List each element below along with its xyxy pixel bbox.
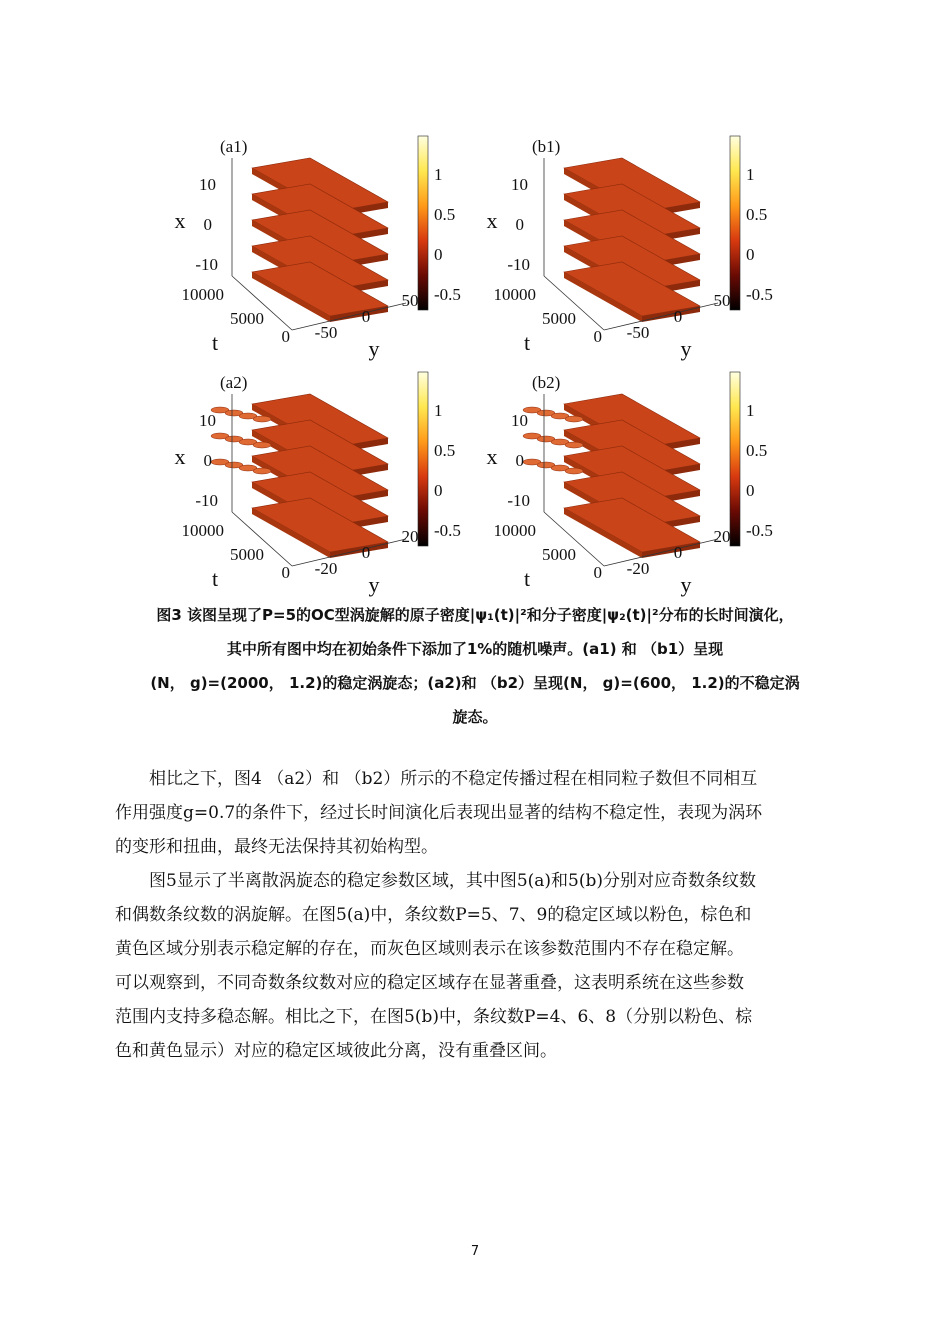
- colorbar-tick: 0: [746, 245, 755, 264]
- y-axis-label: y: [368, 336, 380, 361]
- y-axis-label: y: [680, 572, 692, 597]
- panel-label: (b1): [532, 137, 561, 156]
- y-axis-label: y: [680, 336, 692, 361]
- x-tick: 0: [515, 215, 524, 234]
- colorbar-tick: -0.5: [746, 521, 773, 540]
- panel-a1: [160, 128, 465, 360]
- y-axis-label: y: [368, 572, 380, 597]
- t-tick: 10000: [493, 285, 536, 304]
- paragraph-line: 图5显示了半离散涡旋态的稳定参数区域，其中图5(a)和5(b)分别对应奇数条纹数: [149, 871, 756, 891]
- distortion-blob: [565, 416, 583, 422]
- panel-label: (a1): [220, 137, 248, 156]
- t-tick: 0: [593, 563, 602, 582]
- x-tick: -10: [195, 491, 218, 510]
- distortion-blob: [253, 416, 271, 422]
- colorbar: [418, 136, 428, 310]
- colorbar-tick: 1: [746, 401, 755, 420]
- t-tick: 10000: [493, 521, 536, 540]
- t-tick: 10000: [181, 521, 224, 540]
- t-tick: 10000: [181, 285, 224, 304]
- colorbar-tick: -0.5: [434, 521, 461, 540]
- colorbar-tick: 1: [434, 165, 443, 184]
- colorbar-tick: 0.5: [434, 205, 456, 224]
- y-tick: 20: [401, 527, 419, 546]
- x-axis-label: x: [174, 208, 186, 233]
- y-tick: 0: [673, 307, 683, 326]
- density-slabs: [211, 394, 388, 558]
- distortion-blob: [565, 468, 583, 474]
- panel-b2: [472, 364, 777, 596]
- distortion-blob: [565, 442, 583, 448]
- y-tick: 20: [713, 527, 731, 546]
- caption-line-1: 图3 该图呈现了P=5的OC型涡旋解的原子密度|ψ₁(t)|²和分子密度|ψ₂(t)|²分布的长时间演化，: [156, 606, 794, 624]
- colorbar-tick: -0.5: [746, 285, 773, 304]
- y-tick: 0: [361, 307, 371, 326]
- colorbar: [730, 136, 740, 310]
- t-tick: 5000: [230, 309, 264, 328]
- paragraph-line: 色和黄色显示）对应的稳定区域彼此分离，没有重叠区间。: [115, 1041, 557, 1061]
- y-tick: -50: [314, 323, 338, 342]
- y-tick: -20: [314, 559, 338, 578]
- page-number: 7: [470, 1244, 480, 1259]
- colorbar-tick: 0: [434, 245, 443, 264]
- t-axis-label: t: [211, 566, 219, 591]
- t-axis-label: t: [523, 566, 531, 591]
- y-tick: 0: [361, 543, 371, 562]
- y-tick: -20: [626, 559, 650, 578]
- distortion-blob: [253, 442, 271, 448]
- t-tick: 0: [281, 327, 290, 346]
- paragraph-line: 可以观察到，不同奇数条纹数对应的稳定区域存在显著重叠，这表明系统在这些参数: [115, 973, 744, 993]
- x-tick: 10: [511, 175, 528, 194]
- figure-3: [160, 128, 800, 598]
- colorbar-tick: -0.5: [434, 285, 461, 304]
- paragraph-line: 黄色区域分别表示稳定解的存在，而灰色区域则表示在该参数范围内不存在稳定解。: [115, 939, 744, 959]
- colorbar: [730, 372, 740, 546]
- colorbar: [418, 372, 428, 546]
- paragraph-2: [115, 864, 837, 1068]
- colorbar-tick: 0.5: [746, 441, 768, 460]
- t-tick: 0: [281, 563, 290, 582]
- x-axis-label: x: [486, 444, 498, 469]
- paragraph-line: 相比之下，图4 （a2）和 （b2）所示的不稳定传播过程在相同粒子数但不同相互: [149, 769, 758, 789]
- colorbar-tick: 0.5: [434, 441, 456, 460]
- y-tick: 0: [673, 543, 683, 562]
- paragraph-line: 作用强度g=0.7的条件下，经过长时间演化后表现出显著的结构不稳定性，表现为涡环: [115, 803, 763, 823]
- x-axis-label: x: [174, 444, 186, 469]
- colorbar-tick: 1: [434, 401, 443, 420]
- caption-line-2: 其中所有图中均在初始条件下添加了1%的随机噪声。(a1) 和 （b1）呈现: [226, 640, 724, 658]
- y-tick: 50: [713, 291, 731, 310]
- body-text: [115, 762, 837, 1068]
- x-tick: 0: [515, 451, 524, 470]
- x-tick: 0: [203, 451, 212, 470]
- paragraph-line: 和偶数条纹数的涡旋解。在图5(a)中，条纹数P=5、7、9的稳定区域以粉色，棕色和: [115, 905, 752, 925]
- panel-a2: [160, 364, 465, 596]
- caption-line-4: 旋态。: [452, 708, 498, 726]
- caption-line-3: (N， g)=(2000， 1.2)的稳定涡旋态；(a2)和 （b2）呈现(N， g)=(600， 1.2)的不稳定涡: [150, 674, 800, 692]
- figure-caption: [110, 598, 840, 734]
- density-slabs: [252, 158, 388, 322]
- x-tick: 0: [203, 215, 212, 234]
- t-tick: 5000: [230, 545, 264, 564]
- density-slabs: [564, 158, 700, 322]
- paragraph-1: [115, 762, 837, 864]
- t-tick: 0: [593, 327, 602, 346]
- colorbar-tick: 0: [434, 481, 443, 500]
- x-tick: 10: [511, 411, 528, 430]
- colorbar-tick: 1: [746, 165, 755, 184]
- x-tick: -10: [195, 255, 218, 274]
- t-tick: 5000: [542, 309, 576, 328]
- x-tick: -10: [507, 255, 530, 274]
- y-tick: -50: [626, 323, 650, 342]
- t-tick: 5000: [542, 545, 576, 564]
- x-tick: -10: [507, 491, 530, 510]
- x-tick: 10: [199, 175, 216, 194]
- x-axis-label: x: [486, 208, 498, 233]
- colorbar-tick: 0.5: [746, 205, 768, 224]
- y-tick: 50: [401, 291, 419, 310]
- x-tick: 10: [199, 411, 216, 430]
- panel-label: (b2): [532, 373, 561, 392]
- colorbar-tick: 0: [746, 481, 755, 500]
- t-axis-label: t: [523, 330, 531, 355]
- panel-b1: [472, 128, 777, 360]
- paragraph-line: 范围内支持多稳态解。相比之下，在图5(b)中，条纹数P=4、6、8（分别以粉色、棕: [115, 1007, 753, 1027]
- distortion-blob: [253, 468, 271, 474]
- t-axis-label: t: [211, 330, 219, 355]
- panel-label: (a2): [220, 373, 248, 392]
- paragraph-line: 的变形和扭曲，最终无法保持其初始构型。: [115, 837, 438, 857]
- density-slabs: [523, 394, 700, 558]
